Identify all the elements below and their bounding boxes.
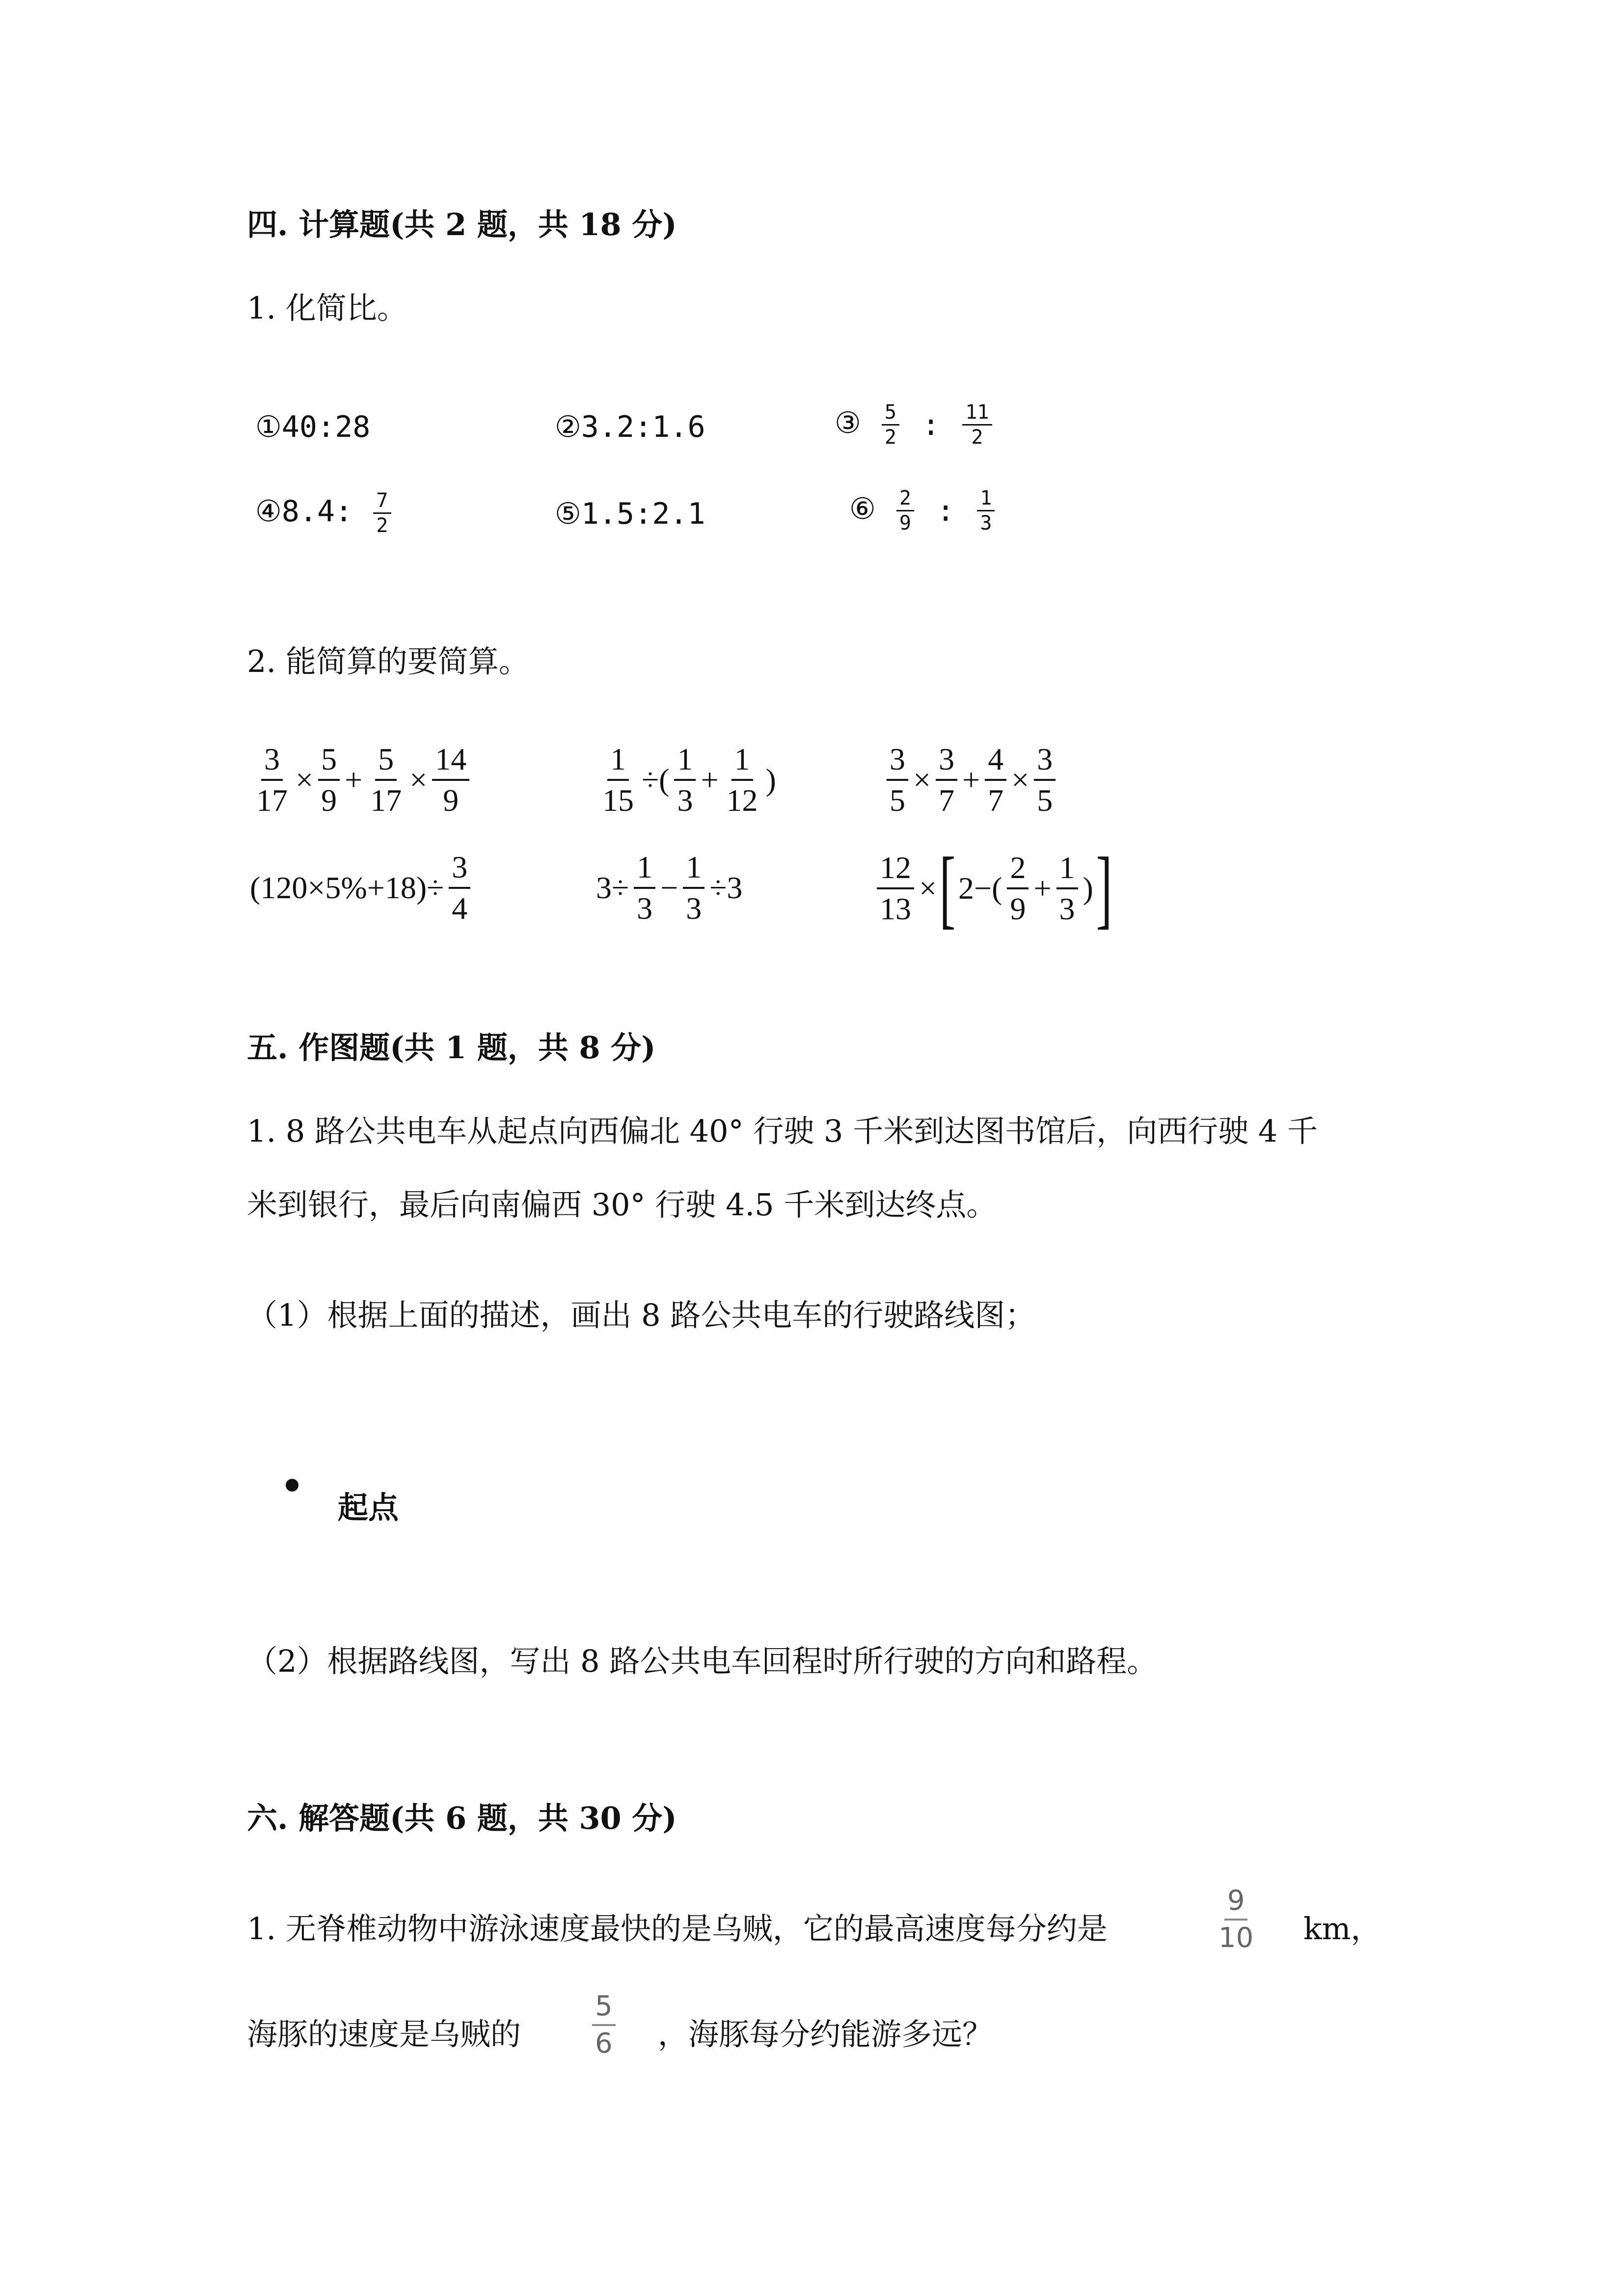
question-1-prompt: 1. 化简比。 xyxy=(247,290,407,326)
expression-3 xyxy=(884,744,1058,816)
operator: ) xyxy=(765,762,776,797)
numerator: 5 xyxy=(318,744,340,781)
denominator: 6 xyxy=(595,2028,613,2059)
ratio-item-6-label: ⑥ xyxy=(849,492,876,527)
start-point-label: 起点 xyxy=(338,1490,399,1525)
fraction xyxy=(318,744,340,816)
expression-text: ÷3 xyxy=(709,870,743,905)
numerator: 3 xyxy=(1034,744,1056,781)
fraction xyxy=(599,744,637,816)
fraction xyxy=(882,402,899,447)
operator: ÷( xyxy=(642,762,670,797)
expression-text: (120×5%+18)÷ xyxy=(250,870,444,905)
fraction xyxy=(683,852,704,924)
operator: + xyxy=(701,762,719,797)
operator: − xyxy=(660,870,678,905)
operator: × xyxy=(296,762,314,797)
section4-heading: 四. 计算题(共 2 题，共 18 分) xyxy=(247,207,677,242)
fraction xyxy=(887,744,908,816)
denominator: 17 xyxy=(370,783,402,818)
fraction xyxy=(985,744,1006,816)
fraction xyxy=(1007,852,1029,925)
numerator: 3 xyxy=(936,744,957,781)
numerator: 1 xyxy=(1056,852,1078,889)
numerator: 12 xyxy=(877,852,914,889)
fraction xyxy=(936,744,957,816)
denominator: 7 xyxy=(939,783,955,818)
denominator: 9 xyxy=(321,783,337,818)
fraction xyxy=(962,402,992,447)
start-point-marker xyxy=(286,1479,298,1492)
section6-heading: 六. 解答题(共 6 题，共 30 分) xyxy=(247,1800,677,1836)
ratio-colon: : xyxy=(922,407,940,442)
expression-text: 2−( xyxy=(958,871,1002,906)
denominator: 9 xyxy=(1010,891,1026,926)
expression-6 xyxy=(874,839,1113,937)
expression-4 xyxy=(248,852,473,924)
numerator: 2 xyxy=(1007,852,1029,889)
section5-heading: 五. 作图题(共 1 题，共 8 分) xyxy=(247,1030,656,1066)
expression-text: 3÷ xyxy=(596,870,629,905)
right-bracket: ] xyxy=(1096,839,1112,937)
denominator: 4 xyxy=(452,891,468,926)
fraction xyxy=(373,491,391,535)
fraction xyxy=(432,744,469,816)
ratio-colon: : xyxy=(937,493,955,528)
numerator: 3 xyxy=(261,744,283,781)
fraction xyxy=(367,744,405,816)
fraction xyxy=(592,1990,616,2059)
section6-question-1-part-1: 1. 无脊椎动物中游泳速度最快的是乌贼，它的最高速度每分约是 xyxy=(247,1911,1108,1947)
operator: + xyxy=(1033,871,1052,906)
numerator: 1 xyxy=(674,744,696,781)
numerator: 5 xyxy=(375,744,397,781)
ratio-item-2: ②3.2:1.6 xyxy=(555,410,705,444)
numerator: 4 xyxy=(985,744,1006,781)
denominator: 10 xyxy=(1218,1922,1254,1954)
expression-2 xyxy=(596,744,778,816)
operator: × xyxy=(1011,762,1029,797)
section6-question-1-part-2: 海豚的速度是乌贼的 xyxy=(247,2016,521,2052)
numerator: 1 xyxy=(634,852,655,889)
denominator: 13 xyxy=(880,891,911,926)
left-bracket: [ xyxy=(939,839,956,937)
denominator: 3 xyxy=(980,512,992,534)
fraction xyxy=(877,852,914,925)
denominator: 17 xyxy=(256,783,288,818)
denominator: 9 xyxy=(443,783,459,818)
numerator: 2 xyxy=(896,488,914,511)
fraction xyxy=(449,852,470,924)
expression-5 xyxy=(594,852,744,924)
denominator: 7 xyxy=(988,783,1004,818)
numerator: 1 xyxy=(683,852,704,889)
numerator: 1 xyxy=(977,488,995,511)
operator: + xyxy=(345,762,363,797)
fraction xyxy=(253,744,291,816)
ratio-item-1: ①40:28 xyxy=(255,410,371,444)
denominator: 12 xyxy=(726,783,758,818)
denominator: 5 xyxy=(890,783,905,818)
ratio-item-4 xyxy=(255,491,394,535)
fraction xyxy=(896,488,914,533)
denominator: 3 xyxy=(637,891,653,926)
numerator: 14 xyxy=(432,744,469,781)
section5-question-line-1: 1. 8 路公共电车从起点向西偏北 40° 行驶 3 千米到达图书馆后，向西行驶 4 千 xyxy=(247,1113,1318,1149)
operator: × xyxy=(913,762,931,797)
ratio-item-4-label: ④8.4: xyxy=(255,494,353,529)
denominator: 3 xyxy=(686,891,702,926)
denominator: 15 xyxy=(602,783,634,818)
denominator: 9 xyxy=(899,512,912,534)
denominator: 5 xyxy=(1037,783,1053,818)
fraction xyxy=(634,852,655,924)
section6-question-1-part-3: ，海豚每分约能游多远？ xyxy=(658,2016,993,2052)
denominator: 2 xyxy=(884,426,897,449)
subquestion-1: （1）根据上面的描述，画出 8 路公共电车的行驶路线图； xyxy=(247,1297,1036,1333)
numerator: 3 xyxy=(887,744,908,781)
operator: ) xyxy=(1083,871,1093,906)
denominator: 3 xyxy=(1059,891,1075,926)
numerator: 1 xyxy=(607,744,629,781)
fraction-squid-speed xyxy=(1213,1887,1259,1952)
numerator: 1 xyxy=(731,744,753,781)
ratio-item-3 xyxy=(835,402,995,447)
numerator: 3 xyxy=(449,852,470,889)
denominator: 2 xyxy=(376,514,388,537)
ratio-item-5: ⑤1.5:2.1 xyxy=(555,497,705,531)
operator: + xyxy=(962,762,980,797)
fraction xyxy=(1034,744,1056,816)
speed-unit: km， xyxy=(1303,1911,1381,1947)
fraction-dolphin-ratio xyxy=(589,1990,619,2059)
fraction xyxy=(674,744,696,816)
denominator: 2 xyxy=(971,426,983,449)
ratio-item-3-label: ③ xyxy=(835,406,861,441)
numerator: 11 xyxy=(962,402,992,426)
fraction xyxy=(1056,852,1078,925)
question-2-prompt: 2. 能简算的要简算。 xyxy=(247,643,529,679)
operator: × xyxy=(409,762,428,797)
fraction xyxy=(977,488,995,533)
denominator: 3 xyxy=(677,783,693,818)
numerator: 9 xyxy=(1224,1887,1248,1921)
expression-1 xyxy=(250,744,472,816)
numerator: 5 xyxy=(882,402,899,426)
ratio-item-6 xyxy=(849,488,998,533)
numerator: 7 xyxy=(373,491,391,514)
fraction xyxy=(724,744,761,816)
operator: × xyxy=(919,871,937,906)
fraction xyxy=(1216,1887,1256,1952)
numerator: 5 xyxy=(592,1993,616,2026)
subquestion-2: （2）根据路线图，写出 8 路公共电车回程时所行驶的方向和路程。 xyxy=(247,1643,1158,1679)
section5-question-line-2: 米到银行，最后向南偏西 30° 行驶 4.5 千米到达终点。 xyxy=(247,1187,997,1223)
